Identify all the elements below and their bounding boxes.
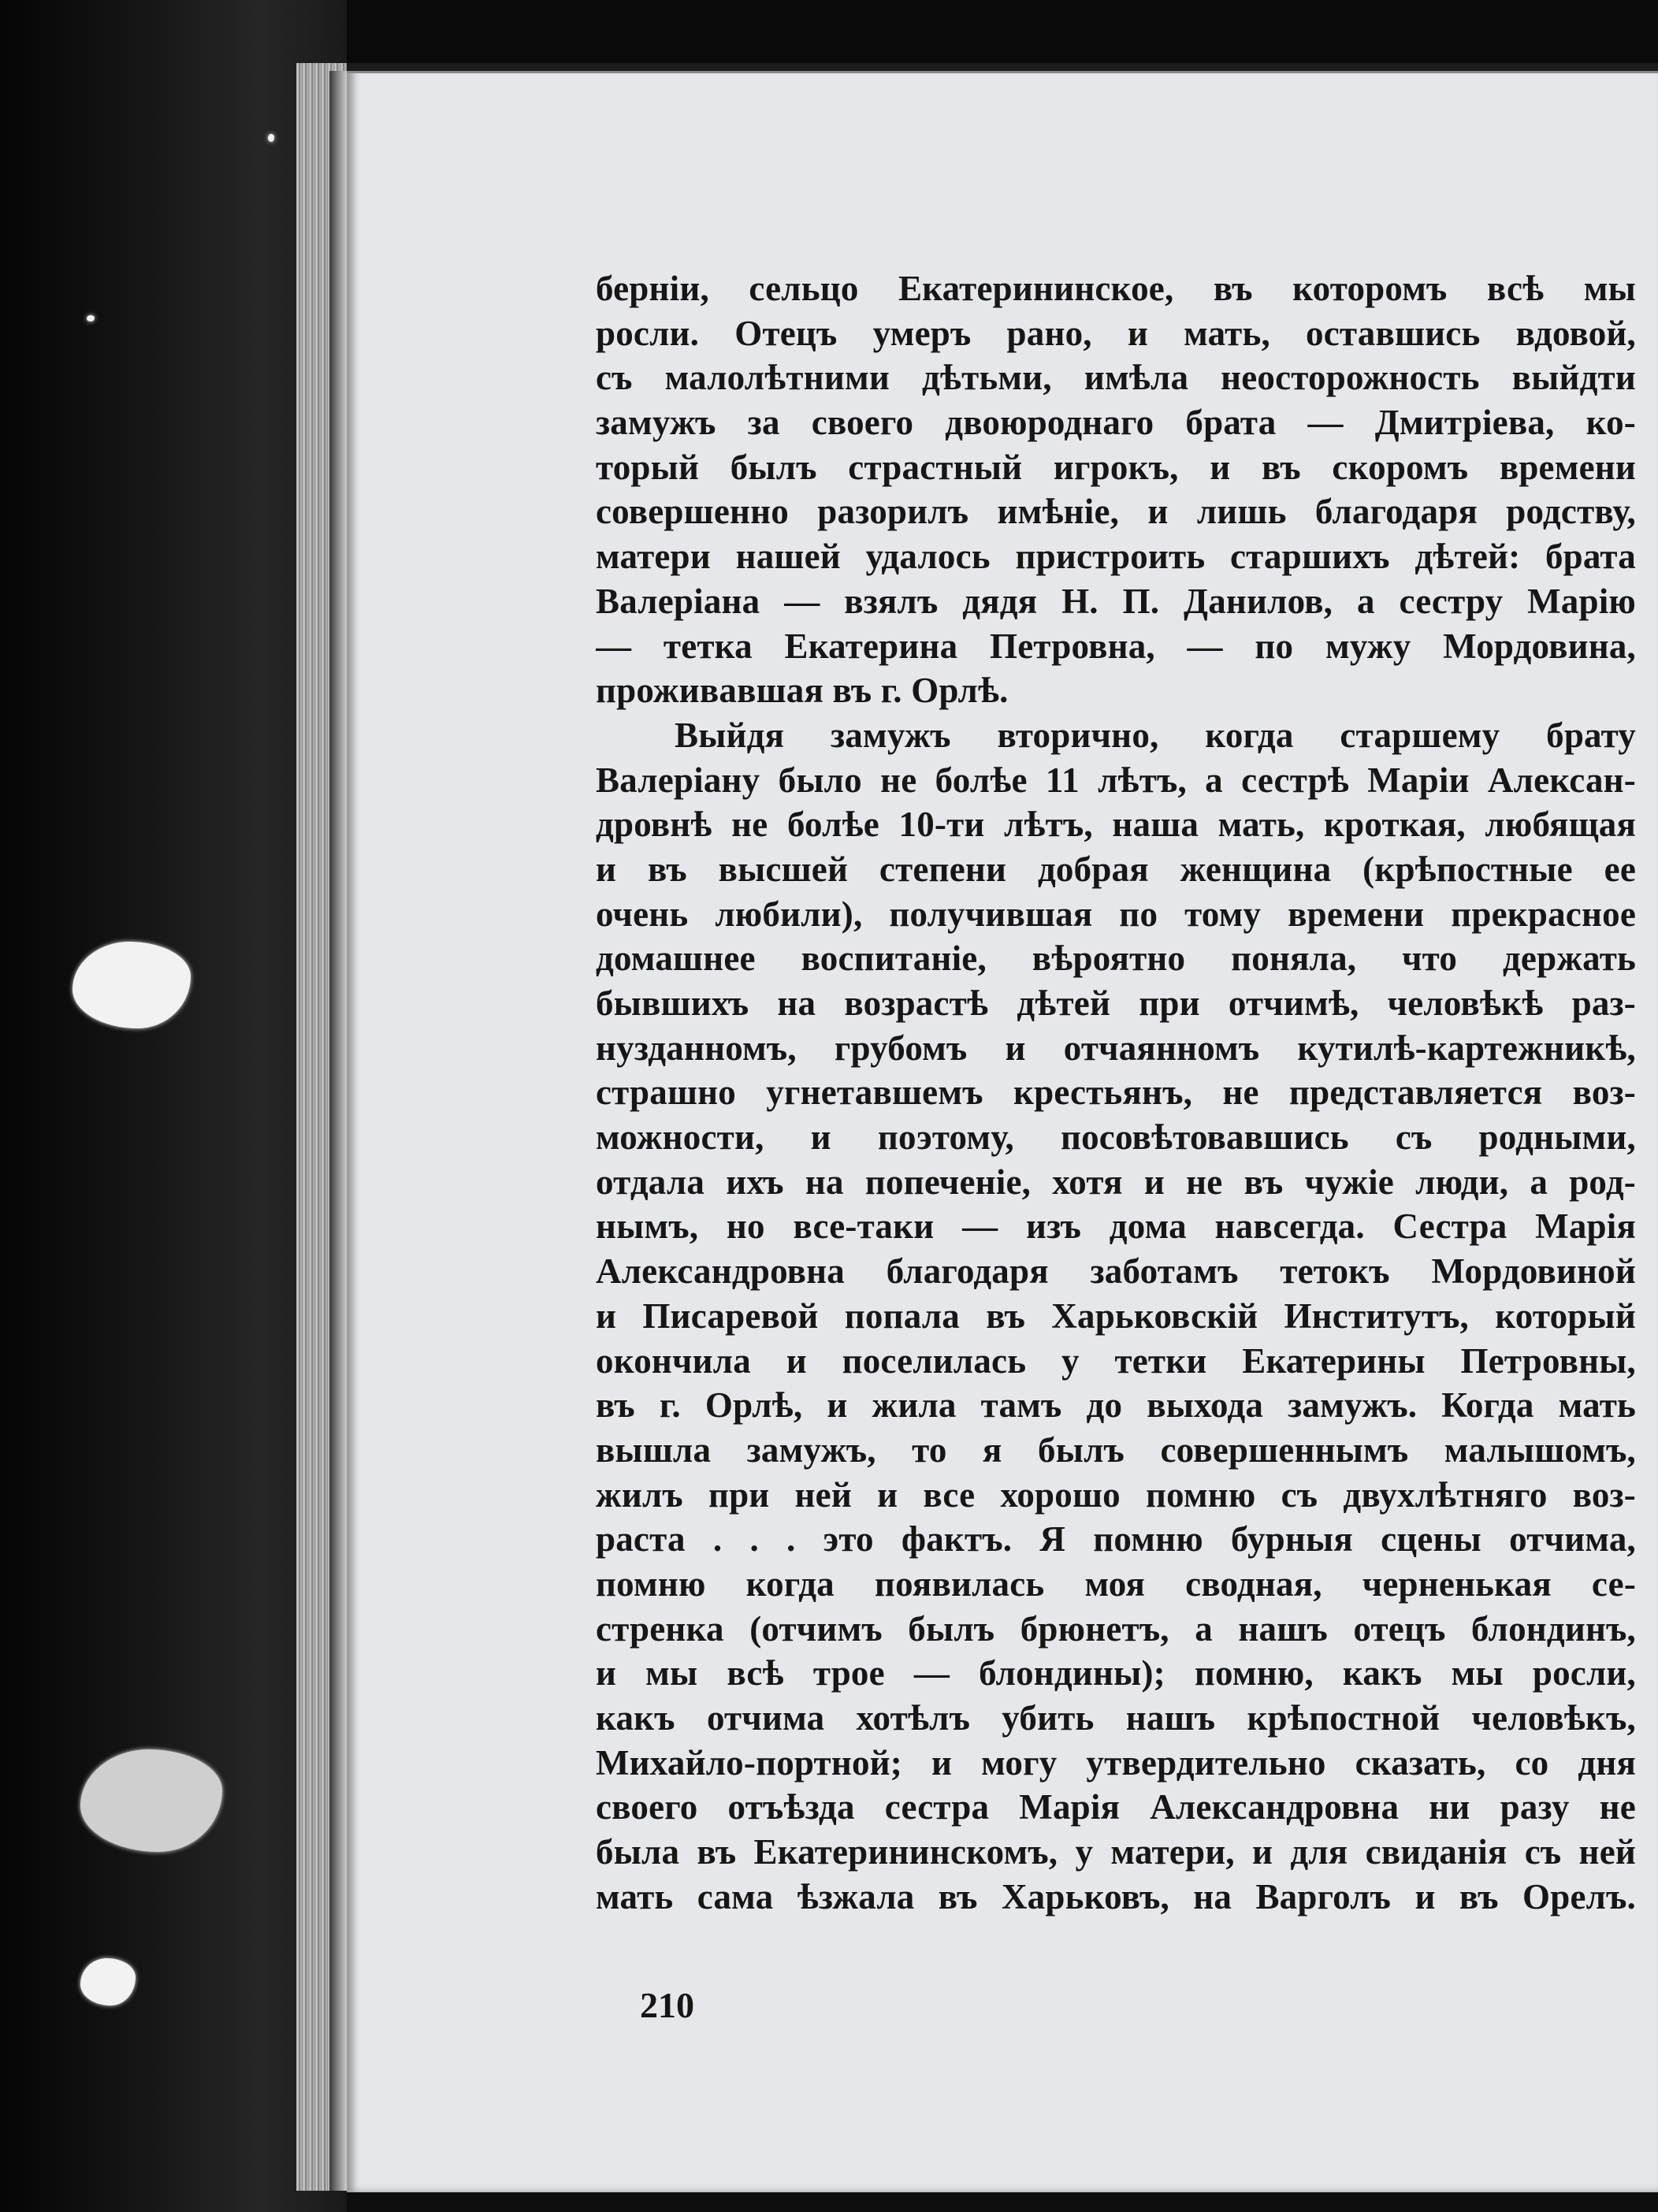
text-line: окончила и поселилась у тетки Екатерины Петровны, — [596, 1340, 1636, 1381]
text-line: домашнее воспитаніе, вѣроятно поняла, что держать — [596, 939, 1636, 979]
page-top-edge — [347, 63, 1658, 73]
text-line: проживавшая въ г. Орлѣ. — [596, 671, 1009, 711]
text-line: съ малолѣтними дѣтьми, имѣла неосторожность выйдти — [596, 358, 1636, 398]
text-line: и мы всѣ трое — блондины); помню, какъ мы росли, — [596, 1653, 1636, 1693]
scanner-background — [0, 0, 347, 2212]
text-line: отдала ихъ на попеченіе, хотя и не въ чужіе люди, а род- — [596, 1162, 1636, 1202]
text-line: стренка (отчимъ былъ брюнетъ, а нашъ отецъ блондинъ, — [596, 1608, 1636, 1649]
text-line: нузданномъ, грубомъ и отчаянномъ кутилѣ-картежникѣ, — [596, 1028, 1636, 1068]
text-line: торый былъ страстный игрокъ, и въ скоромъ времени — [596, 447, 1636, 487]
text-line: Выйдя замужъ вторично, когда старшему брату — [675, 715, 1636, 755]
text-line: въ г. Орлѣ, и жила тамъ до выхода замужъ. Когда мать — [596, 1385, 1636, 1426]
body-text — [596, 266, 1636, 1919]
text-line: Валеріана — взялъ дядя Н. П. Данилов, а сестру Марію — [596, 581, 1636, 621]
text-line: матери нашей удалось пристроить старшихъ дѣтей: брата — [596, 537, 1636, 577]
text-line: нымъ, но все-таки — изъ дома навсегда. Сестра Марія — [596, 1206, 1636, 1247]
text-line: очень любили), получившая по тому времени прекрасное — [596, 894, 1636, 934]
text-line: росли. Отецъ умеръ рано, и мать, оставшись вдовой, — [596, 313, 1636, 353]
text-line: и Писаревой попала въ Харьковскій Институтъ, который — [596, 1296, 1636, 1336]
text-line: совершенно разорилъ имѣніе, и лишь благодаря родству, — [596, 492, 1636, 532]
text-line: и въ высшей степени добрая женщина (крѣпостные ее — [596, 849, 1636, 889]
text-line: бывшихъ на возрастѣ дѣтей при отчимѣ, человѣкѣ раз- — [596, 983, 1636, 1023]
text-line: Михайло-портной; и могу утвердительно сказать, со дня — [596, 1742, 1636, 1783]
text-line: страшно угнетавшемъ крестьянъ, не представляется воз- — [596, 1073, 1636, 1113]
text-line: замужъ за своего двоюроднаго брата — Дмитріева, ко- — [596, 403, 1636, 443]
page-number: 210 — [640, 1985, 694, 2025]
text-line: вышла замужъ, то я былъ совершеннымъ малышомъ, — [596, 1429, 1636, 1470]
text-line: раста . . . это фактъ. Я помню бурныя сцены отчима, — [596, 1519, 1636, 1560]
text-line: мать сама ѣзжала въ Харьковъ, на Варголъ и въ Орелъ. — [596, 1876, 1636, 1916]
text-line: Александровна благодаря заботамъ тетокъ Мордовиной — [596, 1251, 1636, 1292]
text-line: можности, и поэтому, посовѣтовавшись съ родными, — [596, 1117, 1636, 1158]
text-line: Валеріану было не болѣе 11 лѣтъ, а сестрѣ Маріи Алексан- — [596, 760, 1636, 800]
book-spine-shadow — [329, 71, 348, 2191]
text-line: дровнѣ не болѣе 10-ти лѣтъ, наша мать, кроткая, любящая — [596, 805, 1636, 845]
text-line: жилъ при ней и все хорошо помню съ двухлѣтняго воз- — [596, 1474, 1636, 1515]
text-line: помню когда появилась моя сводная, черненькая се- — [596, 1563, 1636, 1604]
text-line: какъ отчима хотѣлъ убить нашъ крѣпостной человѣкъ, — [596, 1698, 1636, 1738]
text-line: — тетка Екатерина Петровна, — по мужу Мордовина, — [596, 626, 1636, 666]
text-line: была въ Екатерининскомъ, у матери, и для свиданія съ ней — [596, 1832, 1636, 1872]
text-line: берніи, сельцо Екатерининское, въ которомъ всѣ мы — [596, 269, 1636, 308]
text-line: своего отъѣзда сестра Марія Александровна ни разу не — [596, 1787, 1636, 1827]
